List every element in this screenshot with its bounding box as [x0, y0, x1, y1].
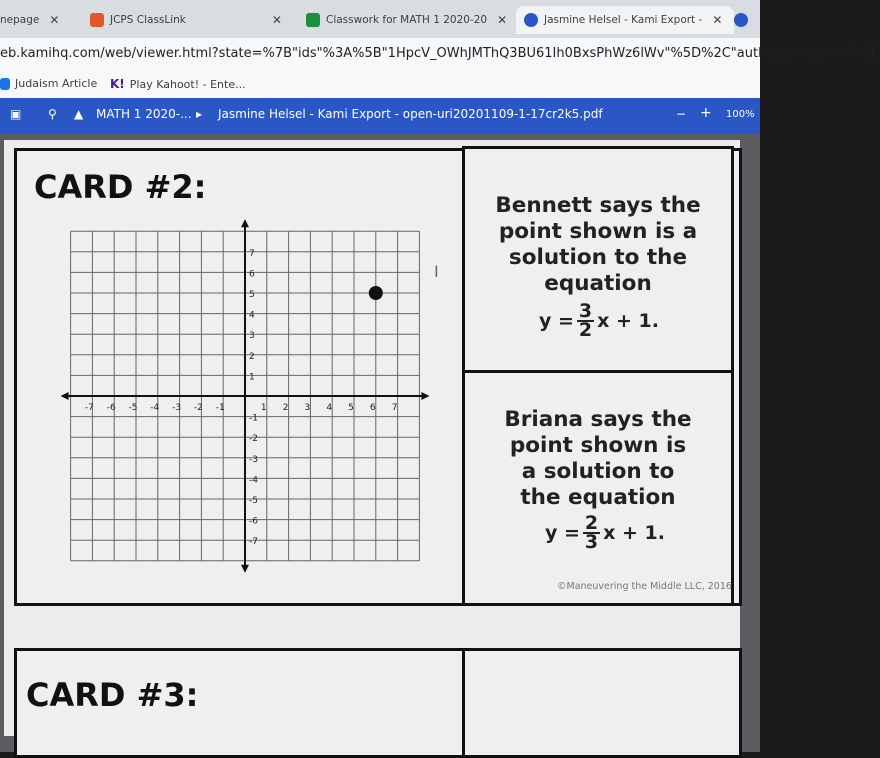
tab-label: Classwork for MATH 1 2020-20 — [326, 14, 488, 26]
fraction-numerator: 2 — [584, 512, 599, 534]
kami-icon — [524, 13, 538, 27]
card-3-title: CARD #3: — [26, 676, 199, 714]
drive-icon[interactable]: ▲ — [74, 107, 84, 121]
kami-icon — [734, 13, 748, 27]
briana-box — [462, 370, 734, 606]
y-tick-label: -4 — [249, 475, 258, 486]
kahoot-icon: K! — [110, 77, 125, 91]
chevron-right-icon: ▸ — [196, 107, 203, 121]
classlink-icon — [90, 13, 104, 27]
x-tick-label: 5 — [348, 403, 354, 413]
briana-line-1: Briana says the — [504, 407, 692, 432]
tab-label: Jasmine Helsel - Kami Export - — [544, 14, 703, 26]
document-icon — [0, 78, 10, 90]
tab-newpage[interactable] — [0, 6, 70, 34]
tab-kami-2[interactable] — [734, 6, 760, 34]
briana-line-4: the equation — [520, 485, 676, 510]
x-tick-label: -4 — [150, 403, 160, 413]
card-3-right-box — [462, 648, 742, 758]
tab-classlink[interactable] — [90, 6, 290, 34]
x-tick-label: 7 — [391, 403, 398, 413]
breadcrumb[interactable]: MATH 1 2020-... — [96, 107, 192, 121]
y-tick-label: -7 — [249, 537, 258, 548]
y-tick-label: -5 — [249, 496, 258, 506]
close-icon[interactable]: ✕ — [49, 13, 60, 27]
fraction-numerator: 3 — [578, 300, 593, 322]
y-tick-label: 5 — [249, 290, 255, 300]
x-tick-label: 2 — [282, 403, 289, 413]
classroom-icon — [306, 13, 320, 27]
briana-statement — [465, 407, 731, 511]
eq-prefix: y = — [545, 522, 580, 544]
browser-tab-bar — [0, 0, 760, 38]
zoom-out-button[interactable]: − — [676, 107, 687, 121]
text-cursor-icon: I — [434, 262, 439, 281]
close-icon[interactable]: ✕ — [712, 13, 723, 27]
y-tick-label: -1 — [249, 413, 258, 424]
bennett-statement — [465, 193, 731, 297]
zoom-level[interactable]: 100% — [726, 109, 755, 120]
y-tick-label: -6 — [249, 516, 258, 527]
tab-label: nepage — [0, 14, 40, 26]
x-tick-label: -1 — [215, 403, 225, 413]
y-tick-label: 1 — [249, 372, 255, 383]
y-tick-label: -2 — [249, 434, 258, 445]
x-tick-label: 1 — [260, 403, 267, 413]
eq-suffix: x + 1. — [597, 310, 659, 332]
address-bar[interactable] — [0, 38, 880, 70]
bennett-line-1: Bennett says the — [495, 193, 701, 218]
y-tick-label: 7 — [249, 248, 255, 259]
eq-prefix: y = — [539, 310, 574, 332]
x-tick-label: 6 — [369, 403, 376, 413]
y-tick-label: 4 — [249, 310, 255, 321]
briana-line-2: point shown is — [509, 433, 687, 458]
y-tick-label: 2 — [249, 351, 255, 362]
y-tick-label: 3 — [249, 331, 255, 342]
copyright-note: ©Maneuvering the Middle LLC, 2016 — [557, 581, 732, 592]
fraction — [577, 300, 594, 341]
x-tick-label: -7 — [84, 403, 94, 413]
close-icon[interactable]: ✕ — [497, 13, 508, 27]
briana-line-3: a solution to — [521, 459, 675, 484]
close-icon[interactable]: ✕ — [271, 13, 282, 27]
tab-kami-export[interactable] — [516, 6, 734, 34]
tab-classroom[interactable] — [306, 6, 506, 34]
zoom-in-button[interactable]: + — [700, 105, 712, 121]
bookmarks-bar — [0, 70, 760, 99]
bennett-line-2: point shown is a — [498, 219, 698, 244]
y-tick-label: 6 — [249, 269, 255, 280]
bookmark-judaism-article[interactable] — [0, 77, 97, 90]
briana-equation — [545, 512, 665, 553]
fraction — [583, 512, 600, 553]
x-tick-label: 3 — [304, 403, 311, 413]
x-tick-label: -2 — [193, 403, 203, 413]
bennett-line-3: solution to the — [508, 245, 688, 270]
bookmark-label: Judaism Article — [15, 77, 98, 90]
y-tick-label: -3 — [249, 454, 258, 465]
x-tick-label: -5 — [128, 403, 138, 413]
file-name: Jasmine Helsel - Kami Export - open-uri20201109-1-17cr2k5.pdf — [218, 107, 603, 121]
x-tick-label: 4 — [326, 403, 333, 413]
plotted-point — [369, 286, 383, 300]
coordinate-plane — [70, 226, 430, 562]
x-axis-arrow-right — [421, 392, 429, 400]
x-tick-label: -6 — [106, 403, 116, 413]
fraction-denominator: 2 — [578, 319, 593, 341]
eq-suffix: x + 1. — [603, 522, 665, 544]
card-2-title: CARD #2: — [34, 168, 207, 206]
fraction-denominator: 3 — [584, 531, 599, 553]
url-text[interactable]: eb.kamihq.com/web/viewer.html?state=%7B"ids"%3A%5B"1HpcV_OWhJMThQ3BU61Ih0BxsPhWz6lWv"%5D%2C"authuser"%3A"0"%2C — [0, 46, 880, 61]
bookmark-kahoot[interactable] — [110, 77, 246, 91]
tab-label: JCPS ClassLink — [110, 14, 186, 26]
kami-toolbar — [0, 98, 760, 134]
bennett-equation — [539, 300, 659, 341]
bookmark-label: Play Kahoot! - Ente... — [129, 77, 246, 91]
search-icon[interactable]: ⚲ — [48, 107, 57, 121]
sidebar-toggle-icon[interactable]: ▣ — [10, 107, 22, 121]
bennett-box — [462, 146, 734, 376]
x-tick-label: -3 — [172, 403, 182, 413]
bennett-line-4: equation — [544, 271, 652, 296]
